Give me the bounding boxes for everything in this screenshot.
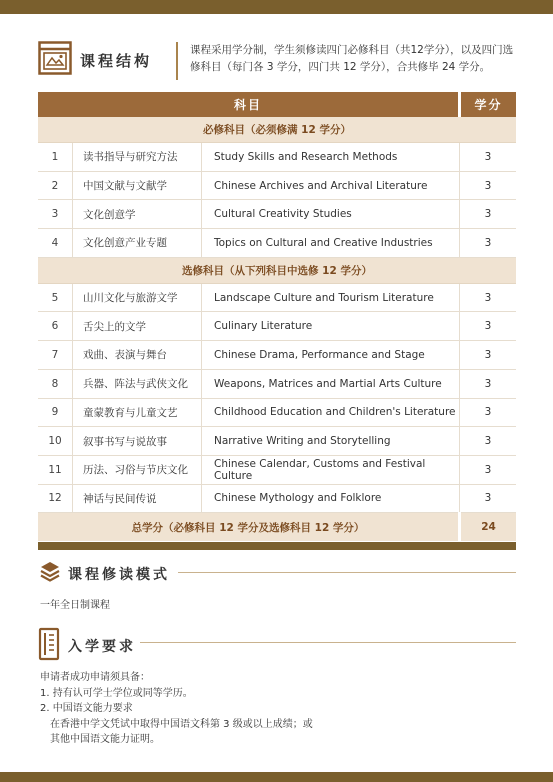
course-cn: 中国文献与文献学 (73, 171, 202, 200)
admission-intro: 申请者成功申请须具备： (40, 672, 150, 683)
header-credit: 学分 (460, 92, 517, 117)
required-group-row (38, 117, 516, 143)
course-num: 6 (38, 312, 73, 341)
section-structure-title: 课程结构 (80, 51, 153, 70)
admission-rule (140, 642, 516, 643)
ruler-icon (38, 627, 62, 665)
course-en: Narrative Writing and Storytelling (202, 427, 460, 456)
table-row (38, 484, 516, 513)
table-header-row (38, 92, 516, 117)
course-credit: 3 (460, 341, 517, 370)
course-num: 9 (38, 398, 73, 427)
course-num: 4 (38, 229, 73, 258)
course-cn: 童蒙教育与儿童文艺 (73, 398, 202, 427)
elective-group-label: 选修科目（从下列科目中选修 12 学分） (38, 257, 516, 283)
mode-text: 一年全日制课程 (40, 600, 110, 611)
course-en: Chinese Calendar, Customs and Festival Culture (202, 455, 460, 484)
table-row (38, 427, 516, 456)
course-cn: 读书指导与研究方法 (73, 143, 202, 172)
table-row (38, 283, 516, 312)
table-row (38, 455, 516, 484)
table-row (38, 229, 516, 258)
course-num: 5 (38, 283, 73, 312)
course-num: 12 (38, 484, 73, 513)
course-credit: 3 (460, 369, 517, 398)
course-en: Landscape Culture and Tourism Literature (202, 283, 460, 312)
admission-text (40, 670, 313, 748)
required-group-label: 必修科目（必须修满 12 学分） (38, 117, 516, 143)
course-num: 10 (38, 427, 73, 456)
course-num: 3 (38, 200, 73, 229)
section-admission-title: 入学要求 (68, 639, 136, 655)
course-credit: 3 (460, 229, 517, 258)
divider-band (38, 542, 516, 550)
admission-item-1: 1. 持有认可学士学位或同等学历。 (40, 687, 193, 699)
course-cn: 文化创意产业专题 (73, 229, 202, 258)
top-bar (0, 0, 553, 14)
course-num: 1 (38, 143, 73, 172)
bottom-bar (0, 772, 553, 782)
section-admission-header (38, 627, 136, 665)
course-en: Study Skills and Research Methods (202, 143, 460, 172)
course-en: Chinese Mythology and Folklore (202, 484, 460, 513)
course-en: Topics on Cultural and Creative Industries (202, 229, 460, 258)
course-num: 11 (38, 455, 73, 484)
course-num: 2 (38, 171, 73, 200)
course-num: 8 (38, 369, 73, 398)
table-row (38, 369, 516, 398)
elective-group-row (38, 257, 516, 283)
section-mode-title: 课程修读模式 (68, 567, 170, 583)
course-en: Chinese Drama, Performance and Stage (202, 341, 460, 370)
table-row (38, 341, 516, 370)
course-credit: 3 (460, 200, 517, 229)
admission-item-2-line-2: 其他中国语文能力证明。 (50, 734, 160, 745)
course-cn: 戏曲、表演与舞台 (73, 341, 202, 370)
header-separator (176, 42, 178, 80)
course-cn: 叙事书写与说故事 (73, 427, 202, 456)
course-en: Childhood Education and Children's Literature (202, 398, 460, 427)
course-num: 7 (38, 341, 73, 370)
admission-item-2: 2. 中国语文能力要求 (40, 703, 133, 714)
table-row (38, 398, 516, 427)
course-cn: 山川文化与旅游文学 (73, 283, 202, 312)
hexagon-stack-icon (38, 560, 62, 588)
course-credit: 3 (460, 171, 517, 200)
course-cn: 舌尖上的文学 (73, 312, 202, 341)
course-en: Cultural Creativity Studies (202, 200, 460, 229)
course-credit: 3 (460, 312, 517, 341)
mode-rule (178, 572, 516, 573)
section-mode-header (38, 560, 170, 588)
table-row (38, 171, 516, 200)
table-row (38, 143, 516, 172)
course-en: Culinary Literature (202, 312, 460, 341)
table-row (38, 200, 516, 229)
total-credit: 24 (460, 513, 517, 542)
course-credit: 3 (460, 455, 517, 484)
course-cn: 神话与民间传说 (73, 484, 202, 513)
course-en: Weapons, Matrices and Martial Arts Culture (202, 369, 460, 398)
admission-item-2-line-1: 在香港中学文凭试中取得中国语文科第 3 级或以上成绩；或 (50, 718, 313, 730)
course-credit: 3 (460, 427, 517, 456)
total-label: 总学分（必修科目 12 学分及选修科目 12 学分） (38, 513, 460, 542)
section-structure-header (38, 40, 152, 80)
course-cn: 文化创意学 (73, 200, 202, 229)
window-icon (38, 41, 72, 79)
course-table (38, 92, 516, 541)
course-cn: 兵器、阵法与武侠文化 (73, 369, 202, 398)
course-en: Chinese Archives and Archival Literature (202, 171, 460, 200)
total-row (38, 513, 516, 542)
header-subject: 科目 (38, 92, 460, 117)
table-row (38, 312, 516, 341)
course-credit: 3 (460, 484, 517, 513)
course-credit: 3 (460, 143, 517, 172)
course-credit: 3 (460, 283, 517, 312)
structure-intro: 课程采用学分制，学生须修读四门必修科目（共12学分），以及四门选修科目（每门各 3 学分，四门共 12 学分），合共修毕 24 学分。 (190, 44, 514, 73)
course-credit: 3 (460, 398, 517, 427)
course-cn: 历法、习俗与节庆文化 (73, 455, 202, 484)
